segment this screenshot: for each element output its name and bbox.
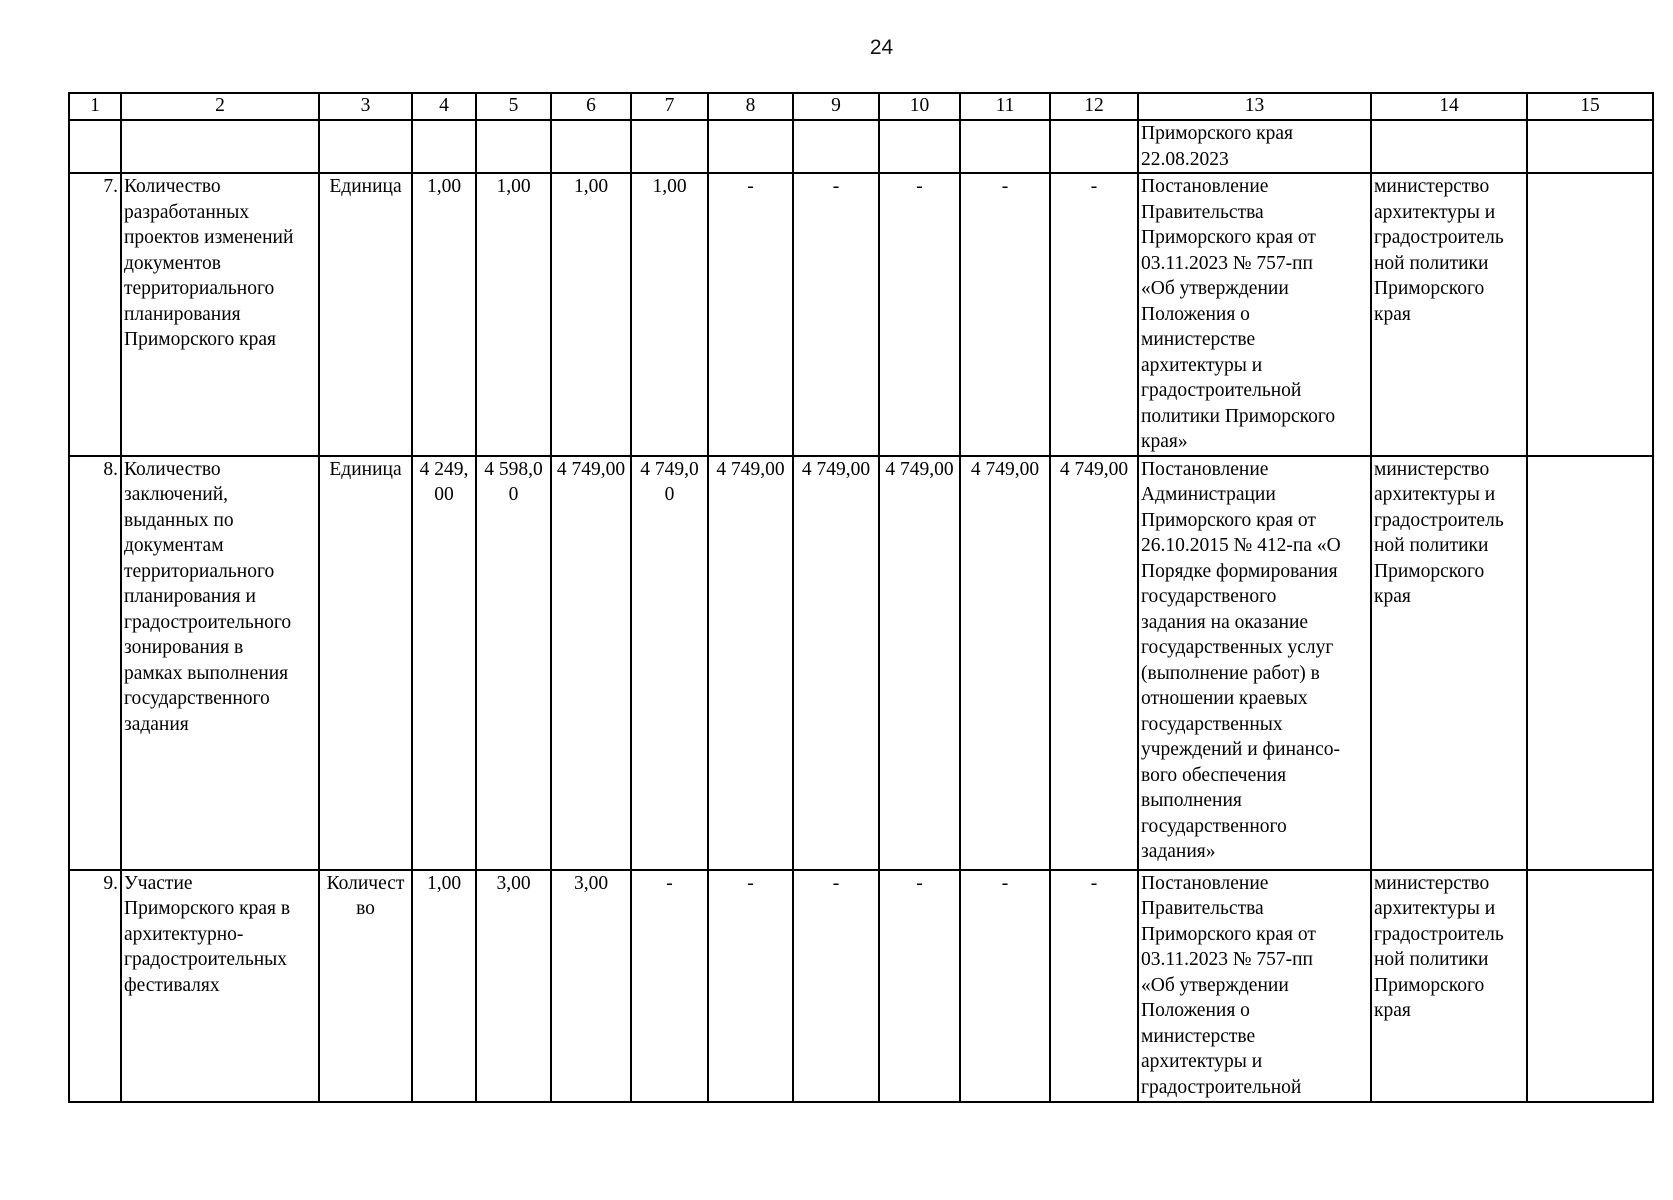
value-cell: -: [708, 173, 793, 456]
value-cell: 1,00: [412, 173, 476, 456]
value-cell: 1,00: [551, 173, 631, 456]
cell: [319, 120, 412, 173]
value-cell: 3,00: [476, 870, 551, 1102]
value-cell: 4 749,00: [879, 456, 960, 870]
header-cell: 12: [1050, 93, 1138, 120]
unit-cell: Единица: [319, 173, 412, 456]
cell: [1527, 173, 1653, 456]
cell: [1050, 120, 1138, 173]
table-row: [69, 456, 1653, 870]
unit-cell: Количест во: [319, 870, 412, 1102]
header-cell: 6: [551, 93, 631, 120]
value-cell: -: [1050, 173, 1138, 456]
indicators-table: [68, 92, 1654, 1103]
header-cell: 9: [793, 93, 879, 120]
cell: [1371, 120, 1527, 173]
header-cell: 15: [1527, 93, 1653, 120]
value-cell: 4 749,00: [960, 456, 1050, 870]
value-cell: -: [793, 870, 879, 1102]
value-cell: -: [960, 173, 1050, 456]
header-cell: 14: [1371, 93, 1527, 120]
value-cell: 4 749,00: [1050, 456, 1138, 870]
continuation-row: [69, 120, 1653, 173]
value-cell: 4 749,0 0: [631, 456, 708, 870]
value-cell: -: [879, 870, 960, 1102]
cell: [551, 120, 631, 173]
header-cell: 1: [69, 93, 121, 120]
header-cell: 10: [879, 93, 960, 120]
header-cell: 3: [319, 93, 412, 120]
cell: [879, 120, 960, 173]
header-cell: 13: [1138, 93, 1371, 120]
value-cell: 1,00: [412, 870, 476, 1102]
row-number: 7.: [69, 173, 121, 456]
value-cell: -: [793, 173, 879, 456]
cell: [1527, 456, 1653, 870]
value-cell: 4 749,00: [793, 456, 879, 870]
legal-basis-cell: Постановление Администрации Приморского края от 26.10.2015 № 412-па «О Порядке формирования государственого задания на оказание государственных услуг (выполнение работ) в отношении краевых государственных учреждений и финансо- вого обеспечения выполнения государственного задания»: [1138, 456, 1371, 870]
legal-basis-cell: Приморского края 22.08.2023: [1138, 120, 1371, 173]
cell: [69, 120, 121, 173]
value-cell: 1,00: [476, 173, 551, 456]
header-cell: 8: [708, 93, 793, 120]
responsible-cell: министерство архитектуры и градостроитель ной политики Приморского края: [1371, 456, 1527, 870]
value-cell: 4 598,0 0: [476, 456, 551, 870]
indicator-name: Количество разработанных проектов изменений документов территориального планирования Приморского края: [121, 173, 319, 456]
cell: [960, 120, 1050, 173]
table-row: [69, 870, 1653, 1102]
value-cell: -: [708, 870, 793, 1102]
value-cell: 1,00: [631, 173, 708, 456]
cell: [793, 120, 879, 173]
cell: [121, 120, 319, 173]
value-cell: 4 749,00: [708, 456, 793, 870]
header-cell: 2: [121, 93, 319, 120]
value-cell: -: [1050, 870, 1138, 1102]
page-number: 24: [869, 36, 894, 59]
indicator-name: Участие Приморского края в архитектурно- градостроительных фестивалях: [121, 870, 319, 1102]
indicator-name: Количество заключений, выданных по документам территориального планирования и градостроительного зонирования в рамках выполнения государственного задания: [121, 456, 319, 870]
cell: [708, 120, 793, 173]
legal-basis-cell: Постановление Правительства Приморского края от 03.11.2023 № 757-пп «Об утверждении Положения о министерстве архитектуры и градостроительной политики Приморского края»: [1138, 173, 1371, 456]
row-number: 9.: [69, 870, 121, 1102]
cell: [1527, 120, 1653, 173]
header-cell: 4: [412, 93, 476, 120]
legal-basis-cell: Постановление Правительства Приморского края от 03.11.2023 № 757-пп «Об утверждении Положения о министерстве архитектуры и градостроительной: [1138, 870, 1371, 1102]
cell: [631, 120, 708, 173]
value-cell: -: [631, 870, 708, 1102]
responsible-cell: министерство архитектуры и градостроитель ной политики Приморского края: [1371, 870, 1527, 1102]
cell: [412, 120, 476, 173]
responsible-cell: министерство архитектуры и градостроитель ной политики Приморского края: [1371, 173, 1527, 456]
value-cell: -: [879, 173, 960, 456]
header-cell: 7: [631, 93, 708, 120]
row-number: 8.: [69, 456, 121, 870]
value-cell: 3,00: [551, 870, 631, 1102]
header-cell: 5: [476, 93, 551, 120]
header-cell: 11: [960, 93, 1050, 120]
table-row: [69, 173, 1653, 456]
unit-cell: Единица: [319, 456, 412, 870]
value-cell: -: [960, 870, 1050, 1102]
header-row: [69, 93, 1653, 120]
value-cell: 4 249, 00: [412, 456, 476, 870]
cell: [476, 120, 551, 173]
value-cell: 4 749,00: [551, 456, 631, 870]
cell: [1527, 870, 1653, 1102]
